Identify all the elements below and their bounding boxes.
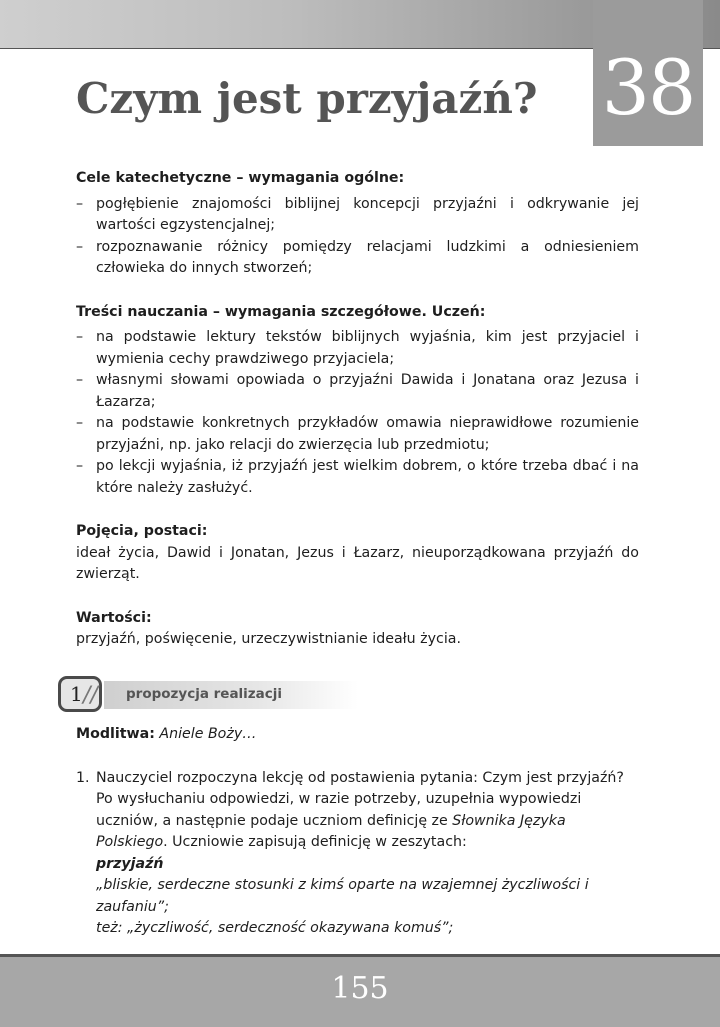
values-text: przyjaźń, poświęcenie, urzeczywistnianie ideału życia. xyxy=(76,631,461,647)
dash-bullet: – xyxy=(76,458,84,474)
lesson-goals xyxy=(76,168,639,651)
realization-label: propozycja realizacji xyxy=(126,686,283,702)
definition-text: „bliskie, serdeczne stosunki z kimś oparte na wzajemnej życzliwości i zaufaniu”; xyxy=(96,877,589,915)
realization-proposal-marker xyxy=(58,676,358,714)
list-item: – po lekcji wyjaśnia, iż przyjaźń jest wielkim dobrem, o które trzeba dbać i na które należy zasłużyć. xyxy=(76,458,639,496)
realization-number-badge xyxy=(58,676,102,712)
dash-bullet: – xyxy=(76,372,84,388)
detailed-goals-heading: Treści nauczania – wymagania szczegółowe. Uczeń: xyxy=(76,303,486,320)
list-item: – na podstawie konkretnych przykładów omawia nieprawidłowe rozumienie przyjaźni, np. jako relacji do zwierzęcia lub przedmiotu; xyxy=(76,415,639,453)
detailed-goals-list xyxy=(76,327,639,499)
concepts-heading: Pojęcia, postaci: xyxy=(76,523,208,539)
step-text-b: . Uczniowie zapisują definicję w zeszytach: xyxy=(163,834,467,850)
steps-list xyxy=(76,768,639,940)
step-source: Słownika Języka Polskiego xyxy=(96,812,566,850)
list-item: – własnymi słowami opowiada o przyjaźni Dawida i Jonatana oraz Jezusa i Łazarza; xyxy=(76,372,639,410)
list-item: – rozpoznawanie różnicy pomiędzy relacjami ludzkimi a odniesieniem człowieka do innych stworzeń; xyxy=(76,238,639,276)
realization-number: 1 xyxy=(70,682,83,706)
list-item: – pogłębienie znajomości biblijnej koncepcji przyjaźni i odkrywanie jej wartości egzystencjalnej; xyxy=(76,195,639,233)
step-number: 1. xyxy=(76,769,90,786)
prayer-text: Aniele Boży… xyxy=(159,726,257,742)
chapter-number-box xyxy=(593,0,703,146)
lesson-body xyxy=(76,724,639,940)
list-item: – na podstawie lektury tekstów biblijnych wyjaśnia, kim jest przyjaciel i wymienia cechy prawdziwego przyjaciela; xyxy=(76,329,639,367)
footer-band xyxy=(0,954,720,1027)
definition-term: przyjaźń xyxy=(96,855,164,872)
values-heading: Wartości: xyxy=(76,609,152,626)
page-title: Czym jest przyjaźń? xyxy=(76,74,538,123)
chapter-number: 38 xyxy=(601,43,695,132)
general-goals-list xyxy=(76,194,639,280)
prayer-line xyxy=(76,724,639,746)
concepts-text: ideał życia, Dawid i Jonatan, Jezus i Łazarz, nieuporządkowana przyjaźń do zwierząt. xyxy=(76,544,639,582)
slash-decoration-icon: // xyxy=(83,683,98,708)
step-item xyxy=(76,768,639,940)
dash-bullet: – xyxy=(76,195,84,212)
dash-bullet: – xyxy=(76,415,84,431)
step-text-a: Nauczyciel rozpoczyna lekcję od postawienia pytania: Czym jest przyjaźń? Po wysłuchaniu odpowiedzi, w razie potrzeby, uzupełnia wypowiedzi uczniów, a następnie podaje uczniom definicję ze xyxy=(96,769,624,829)
dash-bullet: – xyxy=(76,329,84,345)
dash-bullet: – xyxy=(76,238,84,255)
prayer-label: Modlitwa: xyxy=(76,726,155,742)
page-number: 155 xyxy=(331,971,389,1006)
general-goals-heading: Cele katechetyczne – wymagania ogólne: xyxy=(76,170,405,186)
definition-also: też: „życzliwość, serdeczność okazywana komuś”; xyxy=(96,920,454,936)
